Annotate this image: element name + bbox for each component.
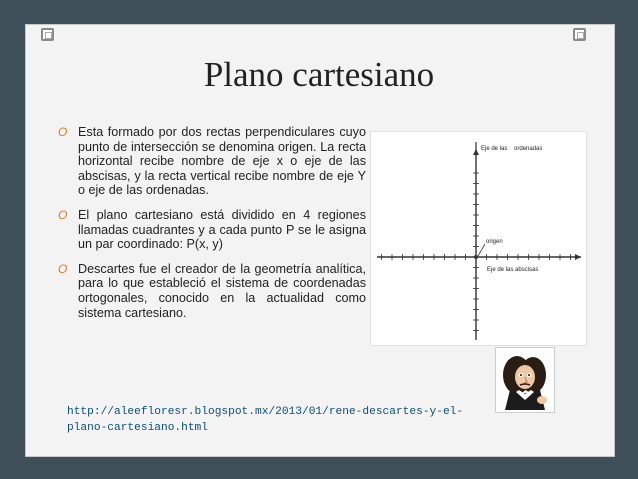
descartes-portrait-image xyxy=(495,347,555,413)
descartes-caricature-icon xyxy=(496,348,554,412)
bullet-item-2 xyxy=(54,208,366,252)
bullet-text-2: El plano cartesiano está dividido en 4 regiones llamadas cuadrantes y a cada punto P se le asigna un par coordinado: P(x, y) xyxy=(78,207,366,252)
pin-icon-top-left xyxy=(41,28,54,41)
bullet-item-1 xyxy=(54,125,366,198)
origin-point xyxy=(474,255,478,259)
bullet-text-1: Esta formado por dos rectas perpendiculares cuyo punto de intersección se denomina origen. La recta horizontal recibe nombre de eje x o eje de las abscisas, y la recta vertical recibe nombre de eje Y o eje de las ordenadas. xyxy=(78,125,366,198)
origin-pointer xyxy=(478,244,485,256)
source-link-line-1[interactable]: http://aleefloresr.blogspot.mx/2013/01/rene-descartes-y-el- xyxy=(67,406,464,418)
x-axis-arrow xyxy=(575,254,581,260)
origin-label: origen xyxy=(486,239,503,245)
pin-icon-top-right xyxy=(573,28,586,41)
y-axis-label: Eje de las ordenadas xyxy=(481,146,543,152)
cartesian-plane-svg xyxy=(371,132,586,345)
bullet-marker-icon: O xyxy=(58,261,68,276)
bullet-marker-icon: O xyxy=(58,207,68,222)
y-axis-arrow xyxy=(473,149,479,155)
source-link[interactable] xyxy=(67,404,487,436)
bullet-marker-icon: O xyxy=(58,125,68,139)
x-axis-label: Eje de las abscisas xyxy=(487,267,539,273)
slide-title: Plano cartesiano xyxy=(203,55,435,94)
bullet-text-3: Descartes fue el creador de la geometría analítica, para lo que estableció el sistema de coordenadas ortogonales, conocido en la actualidad como sistema cartesiano. xyxy=(78,261,366,320)
bullet-item-3 xyxy=(54,262,366,320)
source-link-line-2[interactable]: plano-cartesiano.html xyxy=(67,422,208,434)
bullet-list xyxy=(54,125,366,330)
cartesian-plane-diagram xyxy=(370,131,587,346)
